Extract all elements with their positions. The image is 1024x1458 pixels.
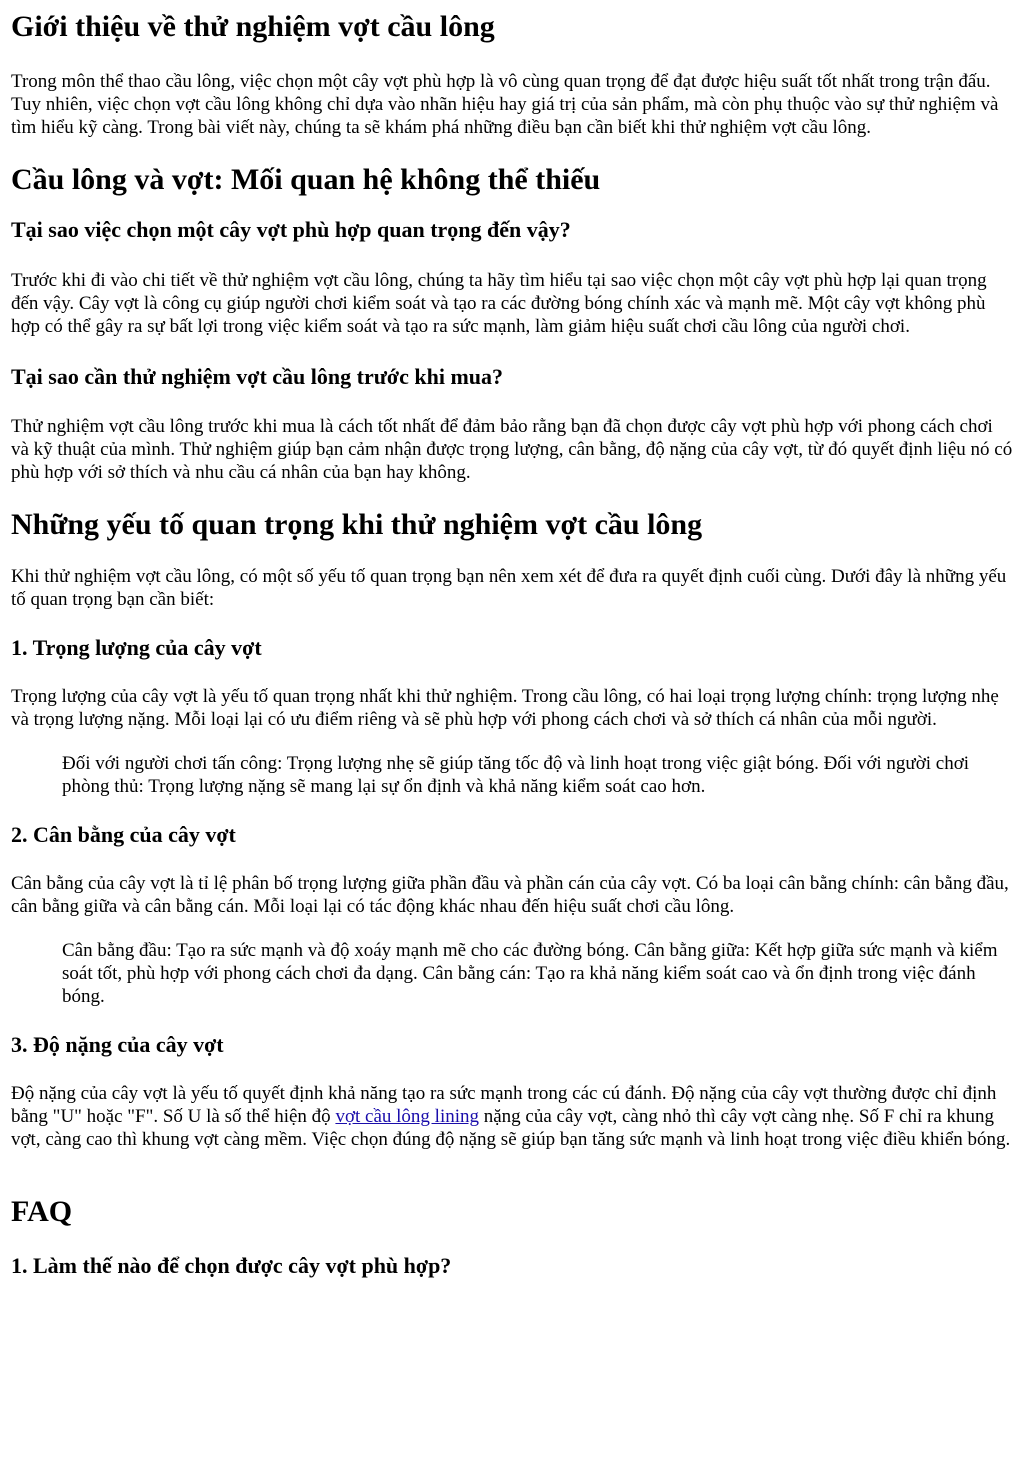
- paragraph-balance: Cân bằng của cây vợt là tỉ lệ phân bố trọng lượng giữa phần đầu và phần cán của cây vợt. Có ba loại cân bằng chính: cân bằng đầu, cân bằng giữa và cân bằng cán. Mỗi loại lại có tác động khác nhau đến hiệu suất chơi cầu lông.: [11, 873, 1009, 917]
- blockquote-balance: Cân bằng đầu: Tạo ra sức mạnh và độ xoáy mạnh mẽ cho các đường bóng. Cân bằng giữa: Kết hợp giữa sức mạnh và kiểm soát tốt, phù hợp với phong cách chơi đa dạng. Cân bằng cán: Tạo ra khả năng kiểm soát cao và ổn định trong việc đánh bóng.: [62, 940, 998, 1007]
- faq-heading: FAQ: [11, 1195, 73, 1228]
- paragraph-why-choose: Trước khi đi vào chi tiết về thử nghiệm vợt cầu lông, chúng ta hãy tìm hiểu tại sao việc chọn một cây vợt phù hợp lại quan trọng đến vậy. Cây vợt là công cụ giúp người chơi kiểm soát và tạo ra các đường bóng chính xác và mạnh mẽ. Một cây vợt không phù hợp có thể gây ra sự bất lợi trong việc kiểm soát và tạo ra sức mạnh, làm giảm hiệu suất chơi cầu lông của người chơi.: [11, 270, 987, 337]
- intro-paragraph: Trong môn thể thao cầu lông, việc chọn một cây vợt phù hợp là vô cùng quan trọng để đạt được hiệu suất tốt nhất trong trận đấu. Tuy nhiên, việc chọn vợt cầu lông không chỉ dựa vào nhãn hiệu hay giá trị của sản phẩm, mà còn phụ thuộc vào sự thử nghiệm và tìm hiểu kỹ càng. Trong bài viết này, chúng ta sẽ khám phá những điều bạn cần biết khi thử nghiệm vợt cầu lông.: [11, 71, 999, 138]
- section-heading-factors: Những yếu tố quan trọng khi thử nghiệm vợt cầu lông: [11, 508, 703, 541]
- paragraph-why-test: Thử nghiệm vợt cầu lông trước khi mua là cách tốt nhất để đảm bảo rằng bạn đã chọn được cây vợt phù hợp với phong cách chơi và kỹ thuật của mình. Thử nghiệm giúp bạn cảm nhận được trọng lượng, cân bằng, độ nặng của cây vợt, từ đó quyết định liệu nó có phù hợp với sở thích và nhu cầu cá nhân của bạn hay không.: [11, 416, 1013, 483]
- faq-question-1: 1. Làm thế nào để chọn được cây vợt phù hợp?: [11, 1253, 452, 1278]
- paragraph-factors: Khi thử nghiệm vợt cầu lông, có một số yếu tố quan trọng bạn nên xem xét để đưa ra quyết định cuối cùng. Dưới đây là những yếu tố quan trọng bạn cần biết:: [11, 566, 1007, 610]
- subheading-why-choose: Tại sao việc chọn một cây vợt phù hợp quan trọng đến vậy?: [11, 217, 571, 242]
- page-title: Giới thiệu về thử nghiệm vợt cầu lông: [11, 10, 495, 43]
- subheading-stiffness: 3. Độ nặng của cây vợt: [11, 1032, 224, 1057]
- stiffness-text-before: Độ nặng của cây vợt là yếu tố quyết định khả năng tạo ra sức mạnh trong các cú đánh. Độ nặng của cây vợt thường được chỉ định bằng "U" hoặc "F". Số U là số thể hiện độ: [11, 1083, 997, 1127]
- subheading-balance: 2. Cân bằng của cây vợt: [11, 822, 236, 847]
- stiffness-text-after: nặng của cây vợt, càng nhỏ thì cây vợt càng nhẹ. Số F chỉ ra khung vợt, càng cao thì khung vợt càng mềm. Việc chọn đúng độ nặng sẽ giúp bạn tăng sức mạnh và linh hoạt trong việc điều khiển bóng.: [11, 1106, 1011, 1150]
- article: [0, 10, 1024, 1279]
- section-heading-relation: Cầu lông và vợt: Mối quan hệ không thể thiếu: [11, 163, 601, 196]
- subheading-why-test: Tại sao cần thử nghiệm vợt cầu lông trước khi mua?: [11, 364, 504, 389]
- blockquote-weight: Đối với người chơi tấn công: Trọng lượng nhẹ sẽ giúp tăng tốc độ và linh hoạt trong việc giật bóng. Đối với người chơi phòng thủ: Trọng lượng nặng sẽ mang lại sự ổn định và khả năng kiểm soát cao hơn.: [62, 753, 970, 797]
- paragraph-stiffness: [11, 1082, 1013, 1151]
- racket-link[interactable]: vợt cầu lông lining: [335, 1106, 479, 1127]
- paragraph-weight: Trọng lượng của cây vợt là yếu tố quan trọng nhất khi thử nghiệm. Trong cầu lông, có hai loại trọng lượng chính: trọng lượng nhẹ và trọng lượng nặng. Mỗi loại lại có ưu điểm riêng và sẽ phù hợp với phong cách chơi và sở thích cá nhân của mỗi người.: [11, 686, 999, 730]
- subheading-weight: 1. Trọng lượng của cây vợt: [11, 635, 262, 660]
